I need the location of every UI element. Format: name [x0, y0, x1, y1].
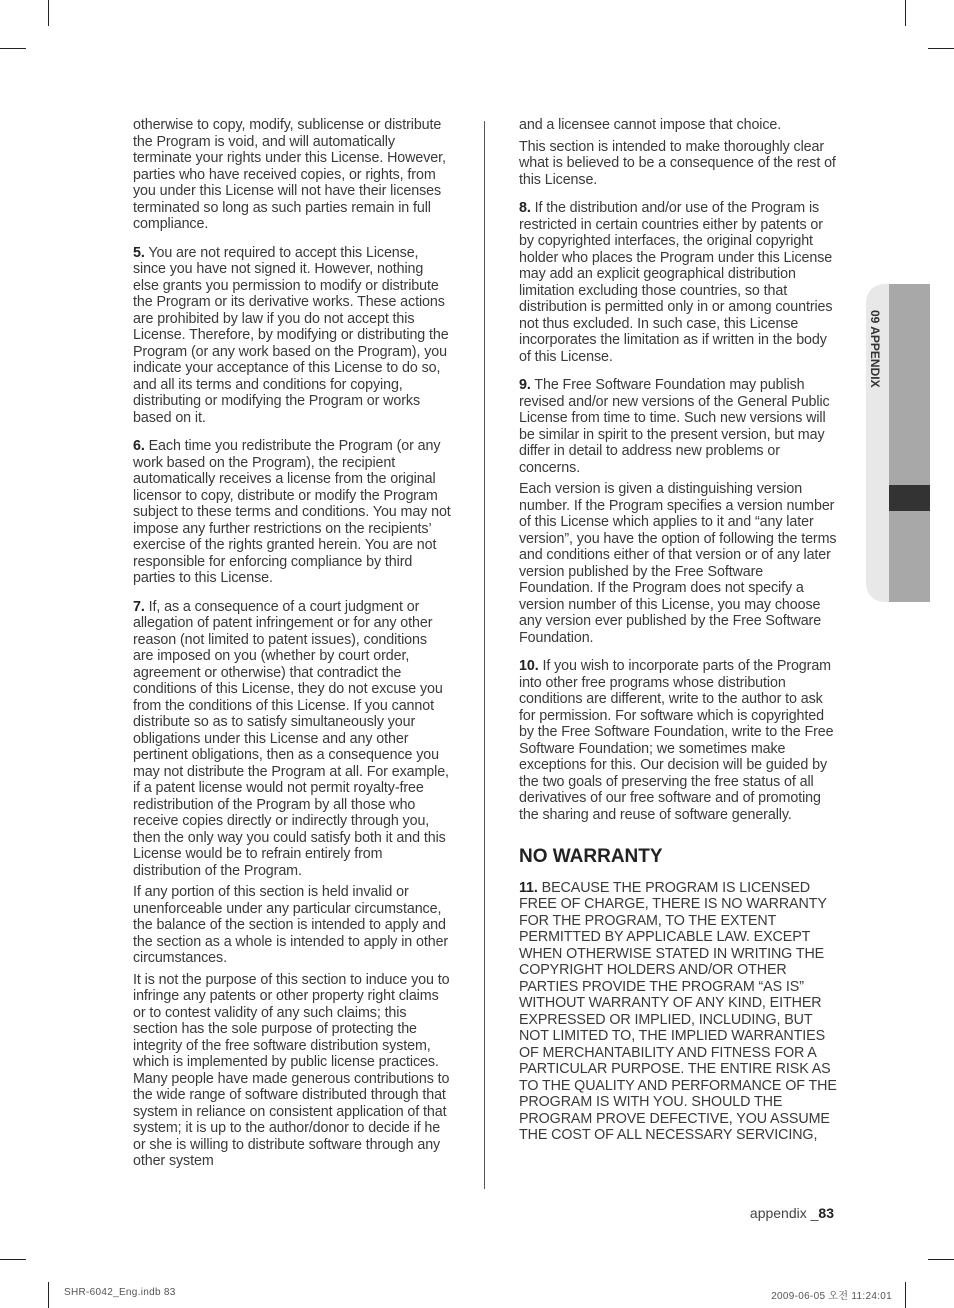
- paragraph: If any portion of this section is held invalid or unenforceable under any particular circumstance, the balance of the section is intended to apply and the section as a whole is intended to apply in other circumstances.: [133, 884, 449, 966]
- column-divider: [484, 121, 485, 1189]
- crop-mark: [905, 1282, 906, 1308]
- right-column: [519, 117, 837, 1149]
- paragraph: and a licensee cannot impose that choice.: [519, 117, 782, 133]
- page-number: appendix _83: [749, 1205, 834, 1221]
- left-column: [133, 117, 451, 1175]
- paragraph: otherwise to copy, modify, sublicense or distribute the Program is void, and will automatically terminate your rights under this License. However, parties who have received copies, or rights, from you under this License will not have their licenses terminated so long as such parties remain in full compliance.: [133, 117, 446, 232]
- paragraph-7: 7. If, as a consequence of a court judgment or allegation of patent infringement or for any other reason (not limited to patent issues), conditions are imposed on you (whether by court order, agreement or otherwise) that contradict the conditions of this License, they do not excuse you from the conditions of this License. If you cannot distribute so as to satisfy simultaneously your obligations under this License and any other pertinent obligations, then as a consequence you may not distribute the Program at all. For example, if a patent license would not permit royalty-free redistribution of the Program by all those who receive copies directly or indirectly through you, then the only way you could satisfy both it and this License would be to refrain entirely from distribution of the Program.: [133, 598, 449, 879]
- paragraph: Each version is given a distinguishing version number. If the Program specifies a version number of this License which applies to it and “any later version”, you have the option of following the terms and conditions either of that version or of any later version published by the Free Software Foundation. If the Program does not specify a version number of this License, you may choose any version ever published by the Free Software Foundation.: [519, 481, 837, 646]
- crop-mark: [0, 1259, 26, 1260]
- footer-file-info: SHR-6042_Eng.indb 83: [64, 1287, 176, 1298]
- crop-mark: [928, 48, 954, 49]
- paragraph-6: 6. Each time you redistribute the Program (or any work based on the Program), the recipient automatically receives a license from the original licensor to copy, distribute or modify the Program subject to these terms and conditions. You may not impose any further restrictions on the recipients’ exercise of the rights granted herein. You are not responsible for enforcing compliance by third parties to this License.: [133, 438, 451, 586]
- crop-mark: [48, 0, 49, 26]
- paragraph-11: 11. BECAUSE THE PROGRAM IS LICENSED FREE OF CHARGE, THERE IS NO WARRANTY FOR THE PROGRAM, TO THE EXTENT PERMITTED BY APPLICABLE LAW. EXCEPT WHEN OTHERWISE STATED IN WRITING THE COPYRIGHT HOLDERS AND/OR OTHER PARTIES PROVIDE THE PROGRAM “AS IS” WITHOUT WARRANTY OF ANY KIND, EITHER EXPRESSED OR IMPLIED, INCLUDING, BUT NOT LIMITED TO, THE IMPLIED WARRANTIES OF MERCHANTABILITY AND FITNESS FOR A PARTICULAR PURPOSE. THE ENTIRE RISK AS TO THE QUALITY AND PERFORMANCE OF THE PROGRAM IS WITH YOU. SHOULD THE PROGRAM PROVE DEFECTIVE, YOU ASSUME THE COST OF ALL NECESSARY SERVICING,: [519, 879, 837, 1143]
- crop-mark: [928, 1259, 954, 1260]
- side-tab-label: 09 APPENDIX: [868, 310, 882, 388]
- crop-mark: [0, 48, 26, 49]
- crop-mark: [905, 0, 906, 26]
- paragraph: This section is intended to make thoroughly clear what is believed to be a consequence of the rest of this License.: [519, 138, 836, 188]
- footer-timestamp: 2009-06-05 오전 11:24:01: [771, 1291, 892, 1302]
- paragraph: It is not the purpose of this section to induce you to infringe any patents or other property right claims or to contest validity of any such claims; this section has the sole purpose of protecting the integrity of the free software distribution system, which is implemented by public license practices. Many people have made generous contributions to the wide range of software distributed through that system in reliance on consistent application of that system; it is up to the author/donor to decide if he or she is willing to distribute software through any other system: [133, 971, 450, 1169]
- paragraph-5: 5. You are not required to accept this License, since you have not signed it. However, nothing else grants you permission to modify or distribute the Program or its derivative works. These actions are prohibited by law if you do not accept this License. Therefore, by modifying or distributing the Program (or any work based on the Program), you indicate your acceptance of this License to do so, and all its terms and conditions for copying, distributing or modifying the Program or works based on it.: [133, 244, 449, 426]
- paragraph-8: 8. If the distribution and/or use of the Program is restricted in certain countries either by patents or by copyrighted interfaces, the original copyright holder who places the Program under this License may add an explicit geographical distribution limitation excluding those countries, so that distribution is permitted only in or among countries not thus excluded. In such case, this License incorporates the limitation as if written in the body of this License.: [519, 200, 833, 365]
- side-tab-bar: [889, 284, 930, 602]
- crop-mark: [48, 1282, 49, 1308]
- paragraph-9: 9. The Free Software Foundation may publish revised and/or new versions of the General Public License from time to time. Such new versions will be similar in spirit to the present version, but may differ in detail to address new problems or concerns.: [519, 377, 830, 476]
- paragraph-10: 10. If you wish to incorporate parts of the Program into other free programs whose distribution conditions are different, write to the author to ask for permission. For software which is copyrighted by the Free Software Foundation, write to the Free Software Foundation; we sometimes make exceptions for this. Our decision will be guided by the two goals of preserving the free status of all derivatives of our free software and of promoting the sharing and reuse of software generally.: [519, 658, 834, 823]
- section-heading-no-warranty: NO WARRANTY: [519, 846, 663, 867]
- side-tab-marker: [889, 485, 930, 511]
